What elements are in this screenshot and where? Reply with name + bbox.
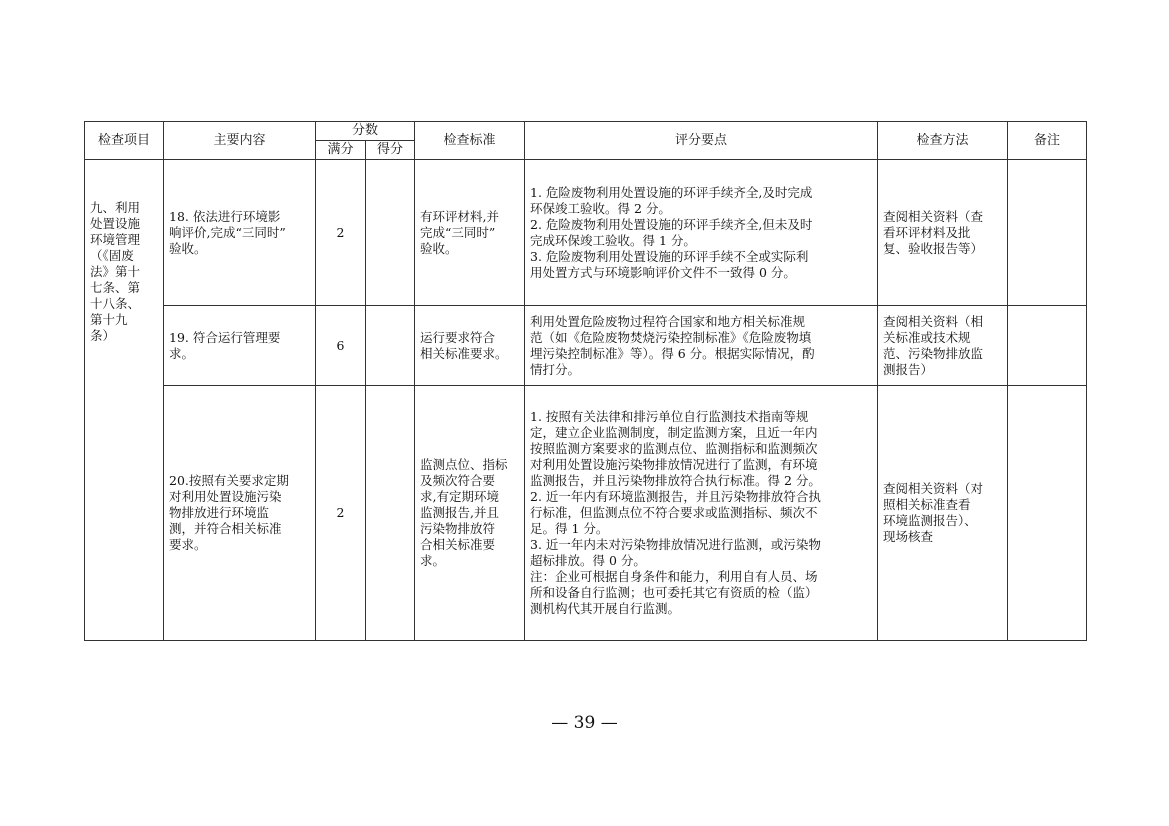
header-score: 分数 — [316, 122, 415, 141]
points-cell: 1. 按照有关法律和排污单位自行监测技术指南等规 定，建立企业监测制度，制定监测方案，且近一年内 按照监测方案要求的监测点位、监测指标和监测频次 对利用处置设施污染物排放情况进行了监测，有环境 监测报告，并且污染物排放符合执行标准。得 2 分。 2. 近一年内有环境监测报告，并且污染物排放符合执 行标准，但监测点位不符合要求或监测指标、频次不 足。得 1 分。 3. 近一年内未对污染物排放情况进行监测，或污染物 超标排放。得 0 分。 注：企业可根据自身条件和能力，利用自有人员、场 所和设备自行监测；也可委托其它有资质的检（监） 测机构代其开展自行监测。 — [525, 386, 878, 641]
got-score-cell — [366, 160, 415, 306]
method-cell: 查阅相关资料（相 关标准或技术规 范、污染物排放监 测报告） — [878, 306, 1008, 386]
page-number: — 39 — — [551, 713, 618, 733]
standard-cell: 监测点位、指标 及频次符合要 求,有定期环境 监测报告,并且 污染物排放符 合相关标准要 求。 — [415, 386, 525, 641]
points-cell: 1. 危险废物利用处置设施的环评手续齐全,及时完成 环保竣工验收。得 2 分。 2. 危险废物利用处置设施的环评手续齐全,但未及时 完成环保竣工验收。得 1 分。 3. 危险废物利用处置设施的环评手续不全或实际利 用处置方式与环境影响评价文件不一致得 0 分。 — [525, 160, 878, 306]
method-cell: 查阅相关资料（对 照相关标准查看 环境监测报告）、 现场核查 — [878, 386, 1008, 641]
header-standard: 检查标准 — [415, 122, 525, 160]
got-score-cell — [366, 386, 415, 641]
remark-cell — [1008, 386, 1087, 641]
header-got-score: 得分 — [366, 141, 415, 160]
content-cell: 20.按照有关要求定期 对利用处置设施污染 物排放进行环境监 测，并符合相关标准 要求。 — [164, 386, 316, 641]
content-cell: 19. 符合运行管理要 求。 — [164, 306, 316, 386]
header-item: 检查项目 — [85, 122, 164, 160]
header-full-score: 满分 — [316, 141, 366, 160]
got-score-cell — [366, 306, 415, 386]
full-score-cell: 6 — [316, 306, 366, 386]
full-score-cell: 2 — [316, 386, 366, 641]
header-method: 检查方法 — [878, 122, 1008, 160]
table-row — [85, 306, 1087, 386]
full-score-cell: 2 — [316, 160, 366, 306]
content-cell: 18. 依法进行环境影 响评价,完成“三同时” 验收。 — [164, 160, 316, 306]
group-label: 九、利用 处置设施 环境管理 （《固废 法》第十 七条、第 十八条、 第十九 条） — [85, 160, 164, 641]
table-row — [85, 386, 1087, 641]
header-content: 主要内容 — [164, 122, 316, 160]
points-cell: 利用处置危险废物过程符合国家和地方相关标准规 范（如《危险废物焚烧污染控制标准》《危险废物填 埋污染控制标准》等）。得 6 分。根据实际情况，酌 情打分。 — [525, 306, 878, 386]
remark-cell — [1008, 160, 1087, 306]
standard-cell: 有环评材料,并 完成“三同时” 验收。 — [415, 160, 525, 306]
method-cell: 查阅相关资料（查 看环评材料及批 复、验收报告等） — [878, 160, 1008, 306]
header-remark: 备注 — [1008, 122, 1087, 160]
inspection-table — [84, 121, 1087, 641]
header-points: 评分要点 — [525, 122, 878, 160]
table-row — [85, 160, 1087, 306]
remark-cell — [1008, 306, 1087, 386]
standard-cell: 运行要求符合 相关标准要求。 — [415, 306, 525, 386]
